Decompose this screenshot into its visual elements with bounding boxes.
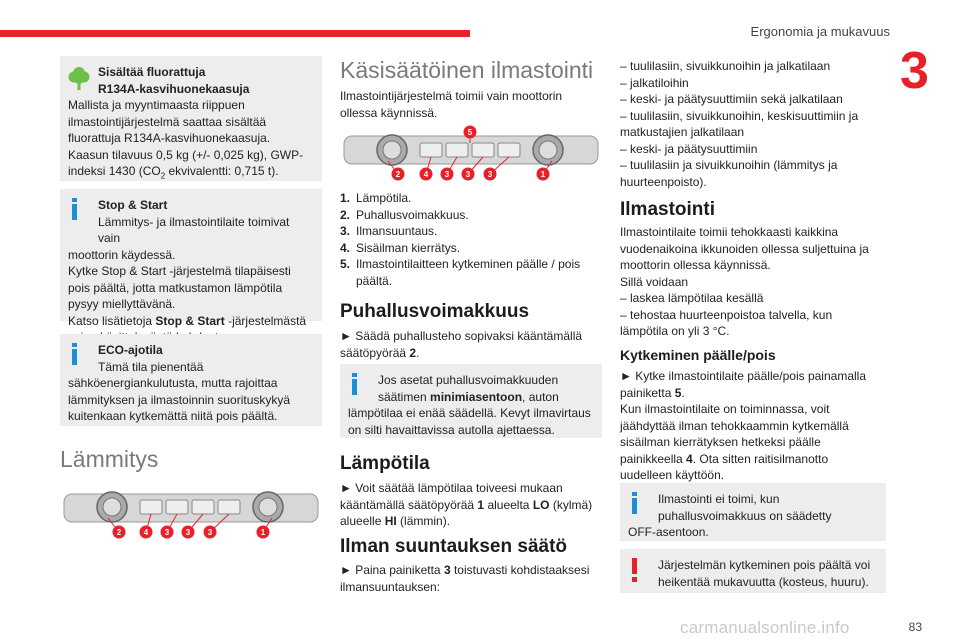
list-item: – laskea lämpötilaa kesällä xyxy=(620,290,886,307)
stop-start-text: Lämmitys- ja ilmastointilaite toimivat vain xyxy=(98,214,290,245)
section-title: Ergonomia ja mukavuus xyxy=(750,24,890,39)
eco-text: sähköenergiankulutusta, mutta rajoittaa xyxy=(68,376,278,390)
heading-air-conditioning: Ilmastointi xyxy=(620,199,716,220)
heading-blower: Puhallusvoimakkuus xyxy=(340,301,530,322)
legend-item: 3. Ilmansuuntaus. xyxy=(340,224,438,238)
eco-title: ECO-ajotila xyxy=(98,343,163,357)
ac-off-info-box: Ilmastointi ei toimi, kun puhallusvoimakkuus on säädetty OFF-asentoon. xyxy=(620,483,886,541)
callout-marker xyxy=(537,168,550,181)
eco-mode-box xyxy=(60,334,322,426)
callout-marker xyxy=(140,526,153,539)
ac-text: Ilmastointilaite toimii tehokkaasti kaikkina vuodenaikoina ikkunoiden ollessa suljettuina ja moottorin ollessa käynnissä. Sillä voidaan xyxy=(620,225,869,289)
callout-marker xyxy=(420,168,433,181)
list-item: – tuulilasiin, sivuikkunoihin, keskisuuttimiin ja xyxy=(620,108,886,125)
header-accent-bar xyxy=(0,30,470,37)
callout-marker xyxy=(182,526,195,539)
svg-text:1: 1 xyxy=(540,170,546,179)
list-item: – keski- ja päätysuuttimiin sekä jalkatilaan xyxy=(620,91,886,108)
ac-text: lämpötila on yli 3 °C. xyxy=(620,324,730,338)
heading-on-off: Kytkeminen päälle/pois xyxy=(620,347,776,363)
callout-marker xyxy=(441,168,454,181)
callout-marker xyxy=(257,526,270,539)
heating-control-panel-illustration xyxy=(60,488,322,548)
heading-air-direction: Ilman suuntauksen säätö xyxy=(340,536,568,557)
fluorinated-text: Kaasun tilavuus 0,5 kg (+/- 0,025 kg), GWP- xyxy=(68,147,304,162)
fluorinated-text: fluorattuja R134A-kasvihuonekaasuja. xyxy=(68,131,271,145)
list-continuation: matkustajien jalkatilaan xyxy=(620,125,745,139)
fluorinated-text: indeksi 1430 ($CO_2$ ekvivalentti: 0,715 t). xyxy=(68,164,279,181)
fluorinated-text: ilmastointijärjestelmä saattaa sisältää xyxy=(68,114,267,129)
stop-start-box xyxy=(60,189,322,328)
svg-text:3: 3 xyxy=(164,528,170,537)
svg-text:2: 2 xyxy=(116,528,122,537)
legend-item: 5. Ilmastointilaitteen kytkeminen päälle / pois xyxy=(340,257,581,271)
list-item: – jalkatiloihin xyxy=(620,75,886,92)
warning-exclamation-icon xyxy=(628,558,642,587)
svg-text:3: 3 xyxy=(444,170,450,179)
callout-marker xyxy=(204,526,217,539)
watermark: carmanualsonline.info xyxy=(680,618,850,637)
svg-text:3: 3 xyxy=(487,170,493,179)
list-continuation: huurteenpoisto). xyxy=(620,174,707,189)
list-item: – tuulilasiin, sivuikkunoihin ja jalkatilaan xyxy=(620,58,886,75)
svg-text:3: 3 xyxy=(465,170,471,179)
ac-control-panel-illustration xyxy=(340,124,602,188)
fluorinated-title-2: R134A-kasvihuonekaasuja xyxy=(98,81,250,96)
legend-item: 2. Puhallusvoimakkuus. xyxy=(340,207,469,222)
eco-tree-icon xyxy=(68,65,90,96)
info-icon xyxy=(628,492,642,519)
svg-text:1: 1 xyxy=(260,528,266,537)
air-direction-list-2 xyxy=(620,141,886,174)
info-icon xyxy=(68,198,82,225)
stop-start-text: moottorin käydessä. xyxy=(68,247,176,262)
stop-start-text: pois päältä, jotta matkustamon lämpötila xyxy=(68,280,283,295)
svg-text:5: 5 xyxy=(467,128,473,137)
fluorinated-text: Mallista ja myyntimaasta riippuen xyxy=(68,98,245,112)
page-number: 83 xyxy=(908,620,922,634)
callout-marker xyxy=(161,526,174,539)
stop-start-text: pysyy miellyttävänä. xyxy=(68,297,176,311)
legend-item: 4. Sisäilman kierrätys. xyxy=(340,240,461,255)
callout-marker xyxy=(462,168,475,181)
on-off-text: ► Kytke ilmastointilaite päälle/pois painamalla painiketta 5. Kun ilmastointilaite on toiminnassa, voit jäähdyttää ilman tehokkaammin kytkemällä sisäilman kierrätyksen hetkeksi päälle painikkeella 4. Ota sitten raitisilmanotto uudelleen käyttöön. xyxy=(620,369,866,482)
eco-text: kuitenkaan kytkemättä niitä pois päältä. xyxy=(68,409,278,423)
control-legend xyxy=(340,190,602,289)
stop-start-text: Kytke Stop & Start -järjestelmä tilapäisesti xyxy=(68,264,291,278)
info-icon xyxy=(348,373,362,400)
callout-marker xyxy=(464,126,477,139)
heading-heating: Lämmitys xyxy=(60,446,159,472)
heading-temperature: Lämpötila xyxy=(340,453,430,474)
ac-list xyxy=(620,290,886,323)
blower-minimum-box: Jos asetat puhallusvoimakkuuden säätimen minimiasentoon, auton lämpötilaa ei enää säädellä. Kevyt ilmavirtaus on silti havaittavissa autolla ajettaessa. xyxy=(340,364,602,438)
svg-text:2: 2 xyxy=(395,170,401,179)
info-icon xyxy=(68,343,82,370)
stop-start-text: Katso lisätietoja Stop & Start -järjestelmästä xyxy=(68,313,307,328)
air-direction-list xyxy=(620,58,886,124)
fluorinated-title-1: Sisältää fluorattuja xyxy=(98,65,206,79)
blower-text: ► Säädä puhallusteho sopivaksi kääntämällä säätöpyörää 2. xyxy=(340,329,583,360)
callout-marker xyxy=(484,168,497,181)
warning-box: Järjestelmän kytkeminen pois päältä voi heikentää mukavuutta (kosteus, huuru). xyxy=(620,549,886,593)
chapter-number: 3 xyxy=(900,42,929,100)
callout-marker xyxy=(392,168,405,181)
air-direction-text: ► Paina painiketta 3 toistuvasti kohdistaaksesi ilmansuuntauksen: xyxy=(340,563,590,594)
list-item: – keski- ja päätysuuttimiin xyxy=(620,141,886,158)
list-item: – tuulilasiin ja sivuikkunoihin (lämmitys ja xyxy=(620,157,886,174)
heading-manual-ac: Käsisäätöinen ilmastointi xyxy=(340,57,594,83)
fluorinated-gas-box xyxy=(60,56,322,181)
legend-item: päältä. xyxy=(356,273,393,288)
callout-marker xyxy=(113,526,126,539)
list-item: – tehostaa huurteenpoistoa talvella, kun xyxy=(620,307,886,324)
temperature-text: ► Voit säätää lämpötilaa toiveesi mukaan kääntämällä säätöpyörää 1 alueelta LO (kylmä) alueelle HI (lämmin). xyxy=(340,481,593,528)
legend-item: 1. Lämpötila. xyxy=(340,191,412,205)
manual-ac-intro: Ilmastointijärjestelmä toimii vain moottorin ollessa käynnissä. xyxy=(340,89,563,120)
svg-text:3: 3 xyxy=(185,528,191,537)
eco-text: lämmityksen ja ilmastoinnin suorituskykyä xyxy=(68,392,291,407)
svg-text:4: 4 xyxy=(423,170,429,179)
svg-text:3: 3 xyxy=(207,528,213,537)
svg-text:4: 4 xyxy=(143,528,149,537)
stop-start-title: Stop & Start xyxy=(98,198,168,212)
eco-text: Tämä tila pienentää xyxy=(98,359,204,374)
